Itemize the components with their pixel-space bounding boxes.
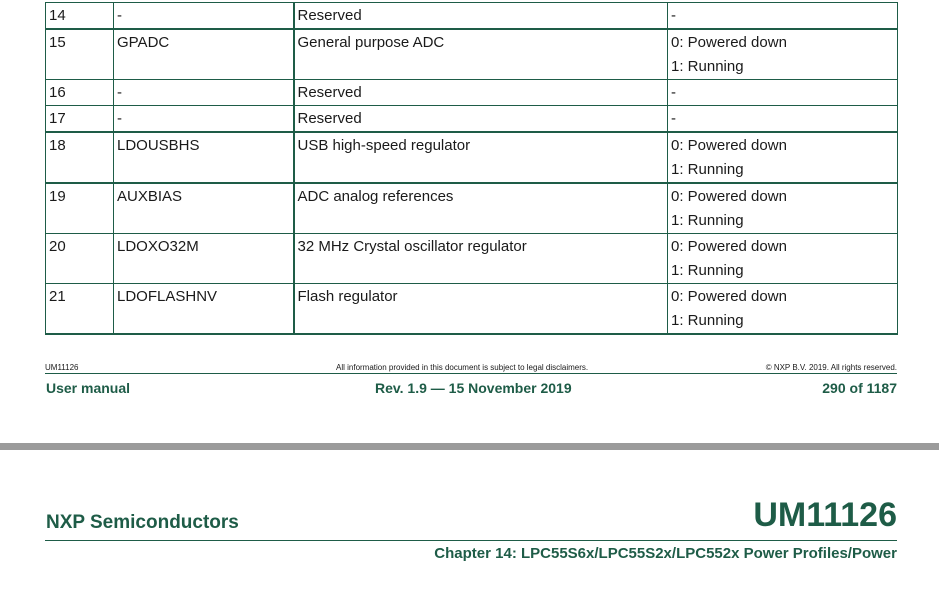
symbol-cell: LDOUSBHS [114,132,294,183]
page-separator [0,443,939,450]
value-line: 0: Powered down [671,34,787,51]
description-cell: Reserved [294,106,668,133]
value-line: - [671,110,676,127]
value-line: 0: Powered down [671,137,787,154]
value-line: 0: Powered down [671,288,787,305]
description-cell: Reserved [294,3,668,30]
value-line: 1: Running [671,312,744,329]
description-cell: Flash regulator [294,284,668,335]
description-cell: General purpose ADC [294,29,668,80]
table-row [46,3,898,30]
header-chapter-title: Chapter 14: LPC55S6x/LPC55S2x/LPC552x Power Profiles/Power [434,545,897,562]
table-row [46,29,898,80]
value-line: 0: Powered down [671,238,787,255]
value-line: 1: Running [671,212,744,229]
description-cell: USB high-speed regulator [294,132,668,183]
value-line: 1: Running [671,161,744,178]
footer-divider [45,373,897,374]
values-cell [668,106,898,133]
bit-cell: 21 [46,284,114,335]
footer-page-number: 290 of 1187 [822,380,897,396]
values-cell [668,3,898,30]
bit-cell: 18 [46,132,114,183]
value-line: 0: Powered down [671,188,787,205]
symbol-cell: LDOXO32M [114,234,294,284]
bit-cell: 17 [46,106,114,133]
symbol-cell: AUXBIAS [114,183,294,234]
header-doc-id: UM11126 [753,496,897,534]
values-cell [668,234,898,284]
values-cell [668,29,898,80]
bit-cell: 16 [46,80,114,106]
value-line: - [671,7,676,24]
footer-doc-id: UM11126 [45,363,79,372]
description-cell: 32 MHz Crystal oscillator regulator [294,234,668,284]
footer-doc-type: User manual [46,380,131,396]
symbol-cell: - [114,80,294,106]
bit-cell: 20 [46,234,114,284]
footer-copyright: © NXP B.V. 2019. All rights reserved. [765,363,897,372]
header-divider [45,540,897,541]
description-cell: Reserved [294,80,668,106]
table-row [46,132,898,183]
value-line: 1: Running [671,58,744,75]
bit-cell: 19 [46,183,114,234]
register-bit-table [45,2,898,335]
table-row [46,106,898,133]
symbol-cell: GPADC [114,29,294,80]
table-row [46,80,898,106]
table-row [46,284,898,335]
header-company: NXP Semiconductors [46,512,239,533]
table-row [46,183,898,234]
bit-cell: 14 [46,3,114,30]
page-291-header [0,450,939,591]
symbol-cell: LDOFLASHNV [114,284,294,335]
description-cell: ADC analog references [294,183,668,234]
values-cell [668,183,898,234]
footer-revision: Rev. 1.9 — 15 November 2019 [375,380,572,396]
value-line: - [671,84,676,101]
symbol-cell: - [114,3,294,30]
values-cell [668,80,898,106]
values-cell [668,284,898,335]
values-cell [668,132,898,183]
value-line: 1: Running [671,262,744,279]
symbol-cell: - [114,106,294,133]
footer-disclaimer: All information provided in this document is subject to legal disclaimers. [336,363,589,372]
table-row [46,234,898,284]
bit-cell: 15 [46,29,114,80]
